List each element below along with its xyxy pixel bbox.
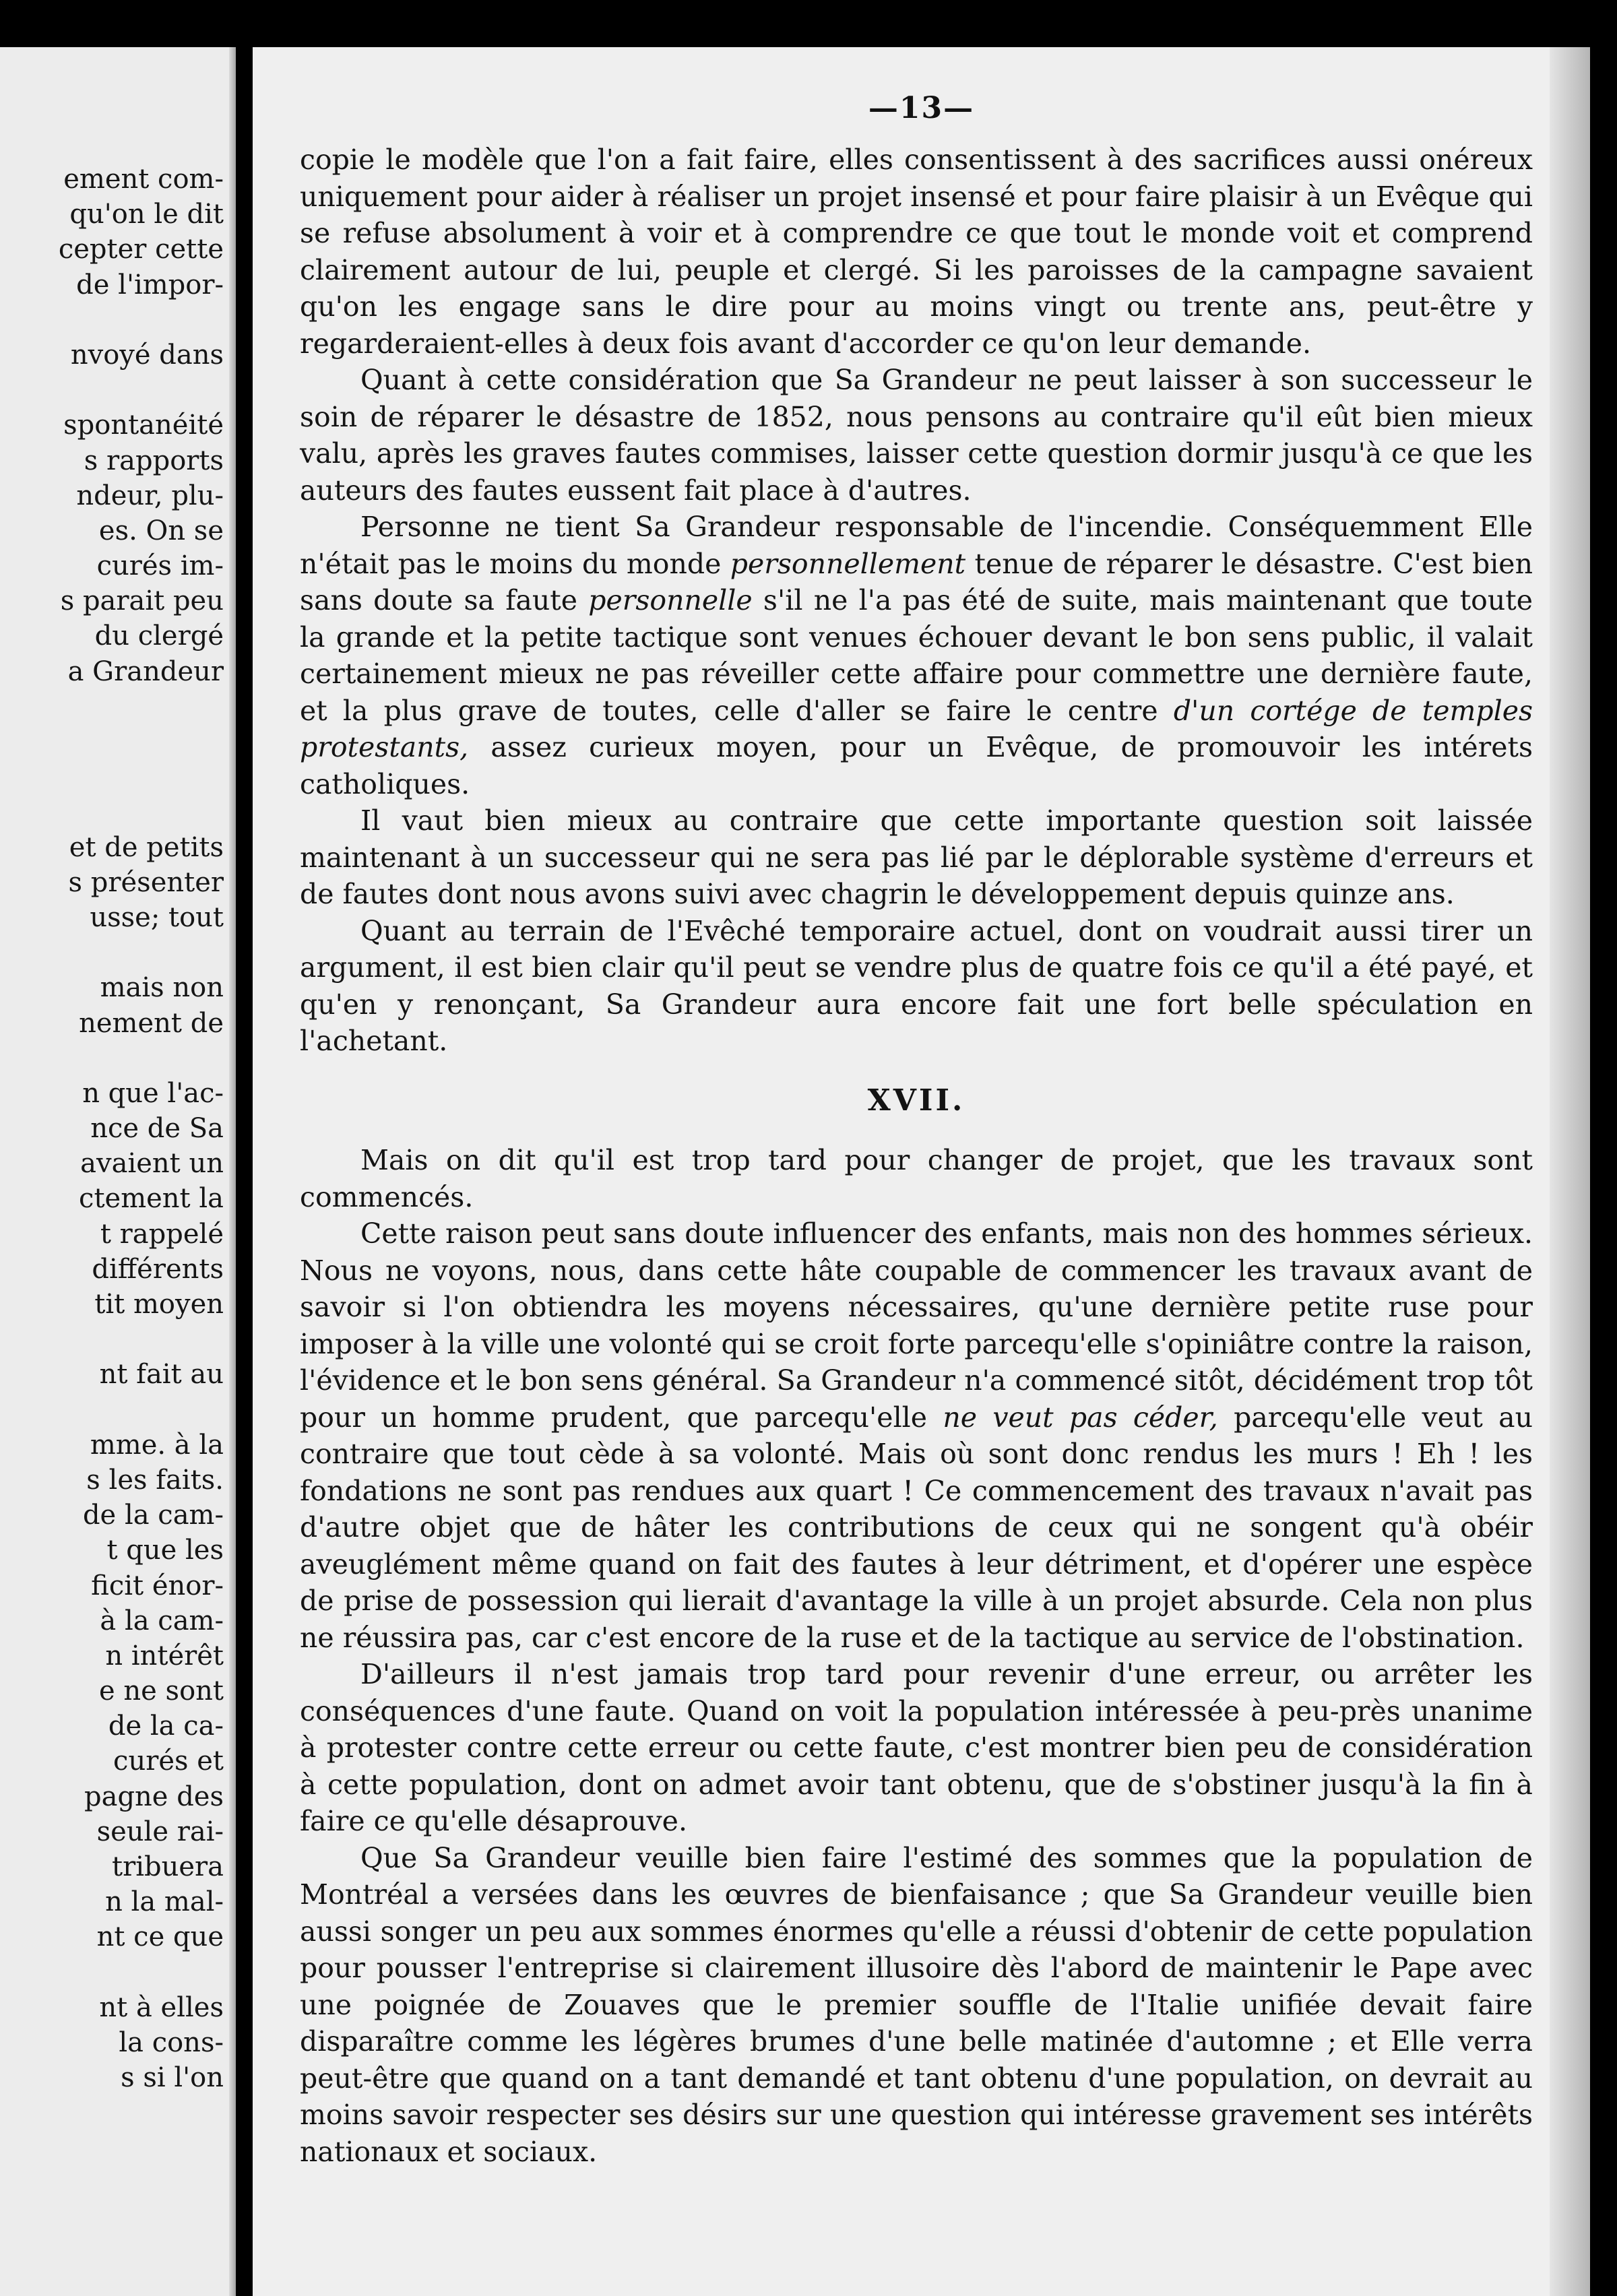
left-fragment-line: s si l'on xyxy=(121,2062,224,2094)
paragraph-3-italic-f: d'un cortége de temples protestants, xyxy=(300,694,1533,763)
paragraph-1: copie le modèle que l'on a fait faire, elles consentissent à des sacrifices aussi onéreux uniquement pour aider à réaliser un projet insensé et pour faire plaisir à un Evêque qui se refuse absolument à voir et à comprendre ce que tout le monde voit et comprend clairement autour de lui, peuple et clergé. Si les paroisses de la campagne savaient qu'on les engage sans le dire pour au moins vingt ou trente ans, peut-être y regarderaient-elles à deux fois avant d'accorder ce qu'on leur demande. xyxy=(300,144,1533,360)
left-fragment-line: cepter cette xyxy=(58,234,224,265)
left-fragment-line: ficit énor- xyxy=(91,1570,224,1601)
left-fragment-line xyxy=(59,759,224,794)
right-page xyxy=(253,47,1590,2296)
left-fragment-line: tribuera xyxy=(112,1851,224,1882)
paragraph-7-text-c: parcequ'elle veut au contraire que tout cède à sa volonté. Mais où sont donc rendus les murs ! Eh ! les fondations ne sont pas rendues aux quart ! Ce commencement des travaux n'avait pas d'autre objet que de hâter les contributions de ceux qui ne songent qu'à obéir aveuglément même quand on fait des fautes à leur détriment, et d'opérer une espèce de prise de possession qui lierait d'avantage la ville à un projet absurde. Cela non plus ne réussira pas, car c'est encore de la ruse et de la tactique au service de l'obstination. xyxy=(300,1401,1533,1654)
left-fragment-line: nement de xyxy=(79,1007,224,1039)
left-fragment-line xyxy=(59,302,224,338)
left-fragment-line: nvoyé dans xyxy=(70,339,224,371)
left-fragment-line: curés im- xyxy=(96,550,224,582)
left-fragment-line xyxy=(59,373,224,408)
left-fragment-line: n intérêt xyxy=(105,1640,224,1671)
left-fragment-line: mais non xyxy=(100,972,224,1004)
left-fragment-line: ndeur, plu- xyxy=(76,480,224,511)
left-fragment-line: e ne sont xyxy=(99,1676,224,1707)
paragraph-2: Quant à cette considération que Sa Grandeur ne peut laisser à son successeur le soin de réparer le désastre de 1852, nous pensons au contraire qu'il eût bien mieux valu, après les graves fautes commises, laisser cette question dormir jusqu'à ce que les auteurs des fautes eussent fait place à d'autres. xyxy=(300,364,1533,507)
left-fragment-line: tit moyen xyxy=(94,1289,224,1320)
page-edge xyxy=(1550,47,1590,2296)
left-fragment-line: à la cam- xyxy=(100,1605,224,1636)
left-fragment-line: du clergé xyxy=(94,620,224,652)
page-number: —13— xyxy=(868,91,975,125)
paragraph-3-text-a: Personne ne tient Sa Grandeur responsable de l'incendie. Conséquemment Elle n'était pas le moins du monde xyxy=(300,511,1533,580)
left-fragment-line: la cons- xyxy=(119,2027,224,2058)
left-fragment-line xyxy=(59,1322,224,1357)
paragraph-3-text-g: assez curieux moyen, pour un Evêque, de promouvoir les intérets catholiques. xyxy=(300,731,1533,800)
left-fragment-line: différents xyxy=(92,1253,224,1285)
left-fragment-line: n que l'ac- xyxy=(82,1077,224,1109)
left-fragment-line: curés et xyxy=(113,1746,224,1777)
paragraph-7-text-a: Cette raison peut sans doute influencer des enfants, mais non des hommes sérieux. Nous ne voyons, nous, dans cette hâte coupable de commencer les travaux avant de savoir si l'on obtiendra les moyens nécessaires, qu'une dernière petite ruse pour imposer à la ville une volonté qui se croit forte parcequ'elle s'opiniâtre contre la raison, l'évidence et le bon sens général. Sa Grandeur n'a commencé sitôt, décidément trop tôt pour un homme prudent, que parcequ'elle xyxy=(300,1217,1533,1434)
left-fragment-line xyxy=(59,724,224,759)
left-fragment-line xyxy=(59,1041,224,1076)
left-fragment-line: seule rai- xyxy=(96,1816,224,1847)
left-fragment-line: t rappelé xyxy=(100,1218,224,1250)
left-fragment-line: ctement la xyxy=(79,1183,224,1215)
left-fragment-line: ement com- xyxy=(63,164,224,195)
left-fragment-line: pagne des xyxy=(84,1781,224,1812)
paragraph-3-italic-d: personnelle xyxy=(588,584,753,616)
left-fragment-line: a Grandeur xyxy=(67,656,224,687)
left-fragment-line: es. On se xyxy=(98,515,224,546)
left-fragment-line: de l'impor- xyxy=(76,269,224,300)
left-fragment-line: n la mal- xyxy=(105,1886,224,1918)
paragraph-3-italic-b: personnellement xyxy=(730,547,966,580)
section-heading: XVII. xyxy=(867,1083,965,1118)
left-fragment-line: s présenter xyxy=(68,866,224,898)
left-fragment-line: avaient un xyxy=(80,1148,224,1180)
book-gutter xyxy=(229,47,236,2296)
left-fragment-line xyxy=(59,1955,224,1990)
left-fragment-line: mme. à la xyxy=(90,1429,224,1461)
paragraph-4: Il vaut bien mieux au contraire que cette importante question soit laissée maintenant à un successeur qui ne sera pas lié par le déplorable système d'erreurs et de fautes dont nous avons suivi avec chagrin le développement depuis quinze ans. xyxy=(300,804,1533,910)
left-fragment-line xyxy=(59,689,224,724)
paragraph-5: Quant au terrain de l'Evêché temporaire actuel, dont on voudrait aussi tirer un argument, il est bien clair qu'il peut se vendre plus de quatre fois ce qu'il a été payé, et qu'en y renonçant, Sa Grandeur aura encore fait une fort belle spéculation en l'achetant. xyxy=(300,914,1533,1057)
left-page-fragment xyxy=(0,47,236,2296)
left-fragment-line: spontanéité xyxy=(63,410,224,441)
left-fragment-line: t que les xyxy=(106,1535,224,1566)
paragraph-7-italic-b: ne veut pas céder, xyxy=(943,1401,1218,1434)
paragraph-9: Que Sa Grandeur veuille bien faire l'estimé des sommes que la population de Montréal a versées dans les œuvres de bienfaisance ; que Sa Grandeur veuille bien aussi songer un peu aux sommes énormes qu'elle a réussi d'obtenir de cette population pour pousser l'entreprise si clairement illusoire dès l'abord de maintenir le Pape avec une poignée de Zouaves que le premier souffle de l'Italie unifiée devait faire disparaître comme les légères brumes d'une belle matinée d'automne ; et Elle verra peut-être que quand on a tant demandé et tant obtenu d'une population, on devrait au moins savoir respecter ses désirs sur une question qui intéresse gravement ses intérêts nationaux et sociaux. xyxy=(300,1841,1533,2168)
left-fragment-line xyxy=(59,794,224,829)
paragraph-8: D'ailleurs il n'est jamais trop tard pour revenir d'une erreur, ou arrêter les conséquences d'une faute. Quand on voit la population intéressée à peu-près unanime à protester contre cette erreur ou cette faute, c'est montrer bien peu de considération à cette population, dont on admet avoir tant obtenu, que de s'obstiner jusqu'à la fin à faire ce qu'elle désaprouve. xyxy=(300,1658,1533,1837)
paragraph-3-text-e: s'il ne l'a pas été de suite, mais maintenant que toute la grande et la petite tactique sont venues échouer devant le bon sens public, il valait certainement mieux ne pas réveiller cette affaire pour commettre une dernière faute, et la plus grave de toutes, celle d'aller se faire le centre xyxy=(300,584,1533,727)
left-fragment-line: nce de Sa xyxy=(90,1113,224,1145)
paragraph-3 xyxy=(300,509,1533,802)
left-fragment-line: s les faits. xyxy=(86,1464,224,1496)
left-fragment-line xyxy=(59,935,224,970)
left-fragment-line: s parait peu xyxy=(60,585,224,617)
paragraph-7 xyxy=(300,1215,1533,1656)
left-fragment-line xyxy=(59,1393,224,1428)
left-page-text-lines xyxy=(59,162,224,2095)
left-fragment-line: s rapports xyxy=(84,445,224,476)
paragraph-3-text-c: tenue de réparer le désastre. C'est bien sans doute sa faute xyxy=(300,547,1533,616)
body-text xyxy=(300,141,1533,2170)
left-fragment-line: et de petits xyxy=(69,831,224,863)
left-fragment-line: de la ca- xyxy=(108,1711,224,1742)
left-fragment-line: de la cam- xyxy=(82,1500,224,1531)
left-fragment-line: nt ce que xyxy=(96,1921,224,1953)
left-fragment-line: nt à elles xyxy=(99,1991,224,2023)
left-fragment-line: usse; tout xyxy=(90,901,224,933)
paragraph-6: Mais on dit qu'il est trop tard pour changer de projet, que les travaux sont commencés. xyxy=(300,1144,1533,1213)
left-fragment-line: qu'on le dit xyxy=(69,199,224,230)
left-fragment-line: nt fait au xyxy=(99,1359,224,1391)
